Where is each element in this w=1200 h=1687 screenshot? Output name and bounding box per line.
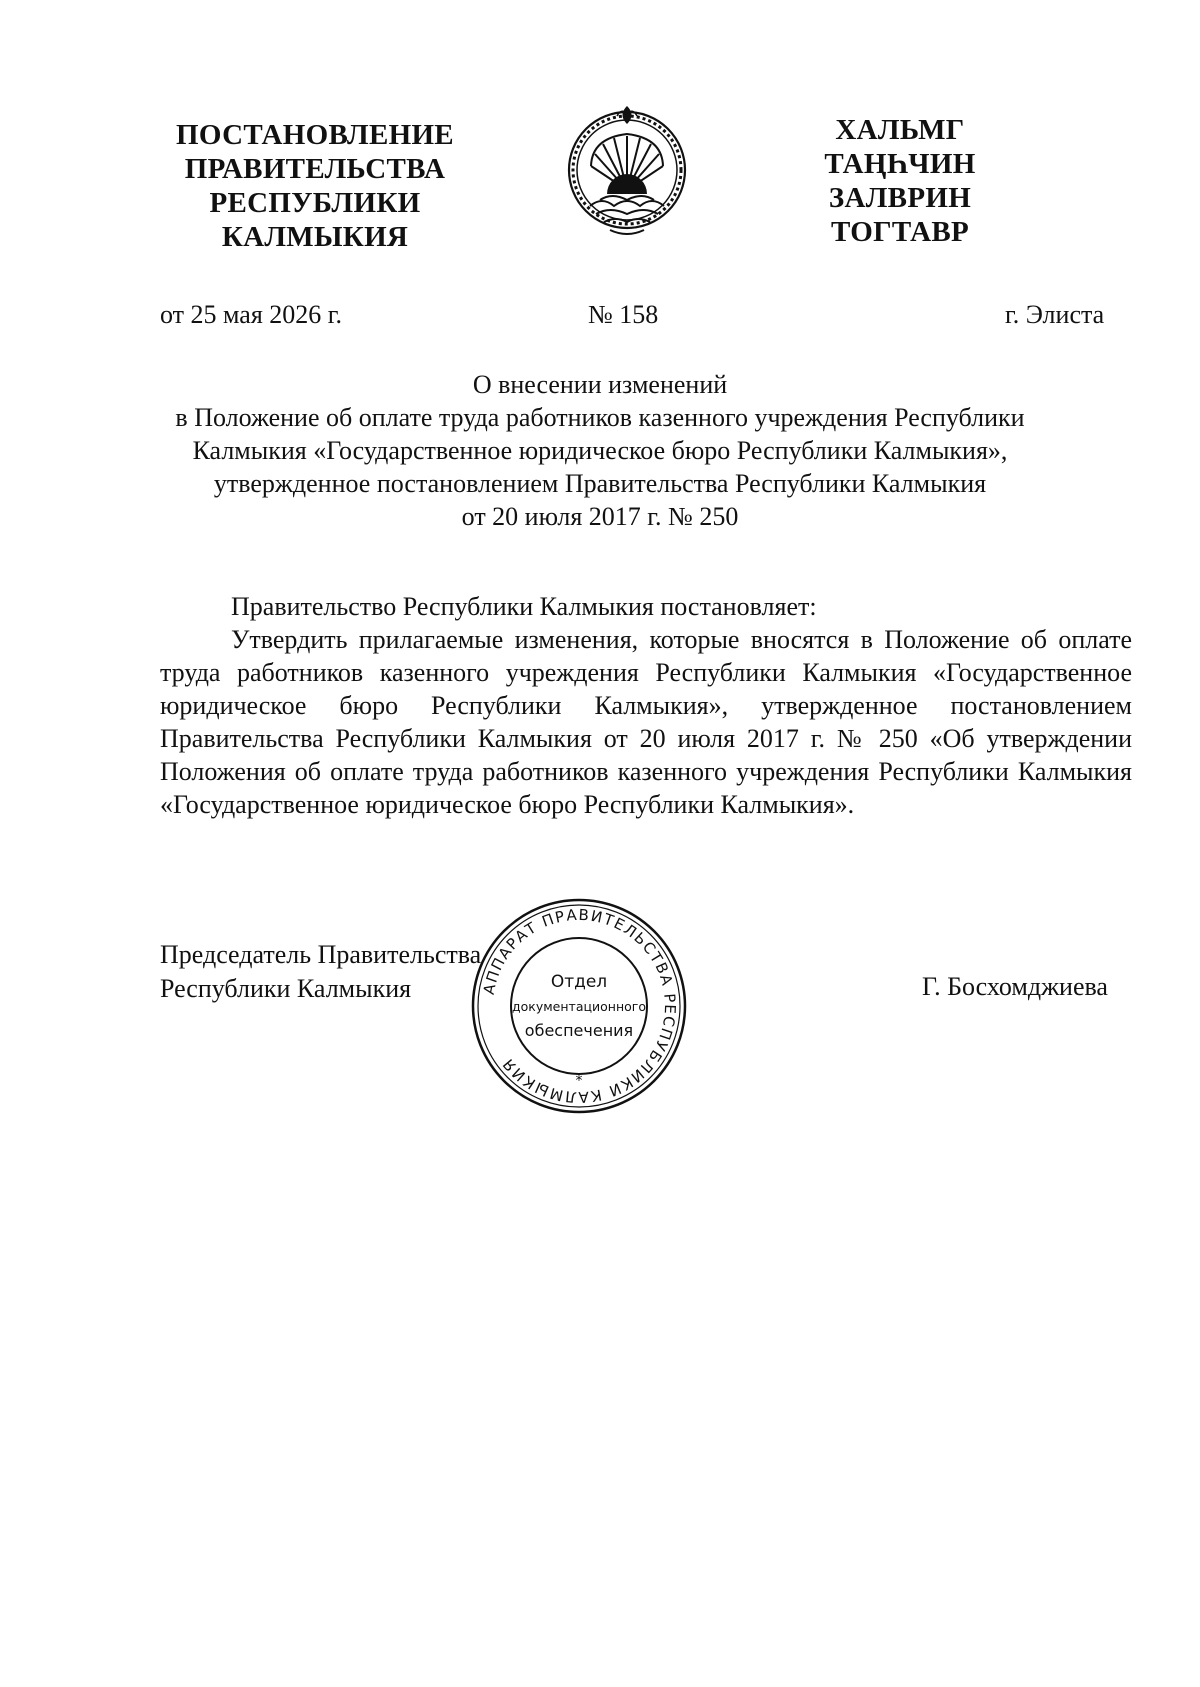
- official-stamp: [468, 895, 690, 1117]
- document-number: № 158: [588, 300, 659, 329]
- header-right-line: ТОГТАВР: [831, 216, 969, 248]
- header-left-line: КАЛМЫКИЯ: [221, 221, 409, 253]
- title-line: от 20 июля 2017 г. № 250: [461, 502, 739, 531]
- title-line: Калмыкия «Государственное юридическое бюро Республики Калмыкия»,: [192, 436, 1008, 465]
- header-left-line: ПОСТАНОВЛЕНИЕ: [176, 119, 454, 151]
- header-left-title: [165, 118, 465, 254]
- header-left-line: ПРАВИТЕЛЬСТВА: [184, 153, 446, 185]
- signature-name: Г. Босхомджиева: [922, 972, 1108, 1001]
- title-line: О внесении изменений: [472, 370, 728, 399]
- document-body: [160, 590, 1132, 821]
- header-right-line: ТАҢҺЧИН: [824, 148, 976, 180]
- header-right-title: [800, 113, 1000, 249]
- title-line: в Положение об оплате труда работников казенного учреждения Республики: [175, 403, 1025, 432]
- signature-position: [160, 938, 481, 1006]
- stamp-ring-text: АППАРАТ ПРАВИТЕЛЬСТВА РЕСПУБЛИКИ КАЛМЫКИЯ: [479, 905, 680, 1107]
- signature-position-line: Председатель Правительства: [160, 940, 482, 969]
- stamp-center-line: документационного: [512, 999, 646, 1014]
- title-line: утвержденное постановлением Правительства Республики Калмыкия: [213, 469, 987, 498]
- document-city: г. Элиста: [1005, 300, 1105, 329]
- stamp-center-line: обеспечения: [524, 1021, 634, 1040]
- signature-position-line: Республики Калмыкия: [160, 974, 412, 1003]
- coat-of-arms-icon: [562, 102, 692, 242]
- header-right-line: ЗАЛВРИН: [828, 182, 972, 214]
- document-title: [130, 368, 1070, 533]
- header-left-line: РЕСПУБЛИКИ: [209, 187, 421, 219]
- body-paragraph: Утвердить прилагаемые изменения, которые вносятся в Положение об оплате труда работников казенного учреждения Республики Калмыкия «Государственное юридическое бюро Республики Калмыкия», утвержденное постановлением Правительства Республики Калмыкия от 20 июля 2017 г. № 250 «Об утверждении Положения об оплате труда работников казенного учреждения Республики Калмыкия «Государственное юридическое бюро Республики Калмыкия».: [160, 625, 1132, 819]
- body-intro: Правительство Республики Калмыкия постановляет:: [231, 592, 817, 621]
- document-date: от 25 мая 2026 г.: [160, 300, 343, 329]
- header-right-line: ХАЛЬМГ: [835, 114, 965, 146]
- stamp-star: *: [575, 1073, 583, 1089]
- stamp-center-line: Отдел: [550, 972, 608, 992]
